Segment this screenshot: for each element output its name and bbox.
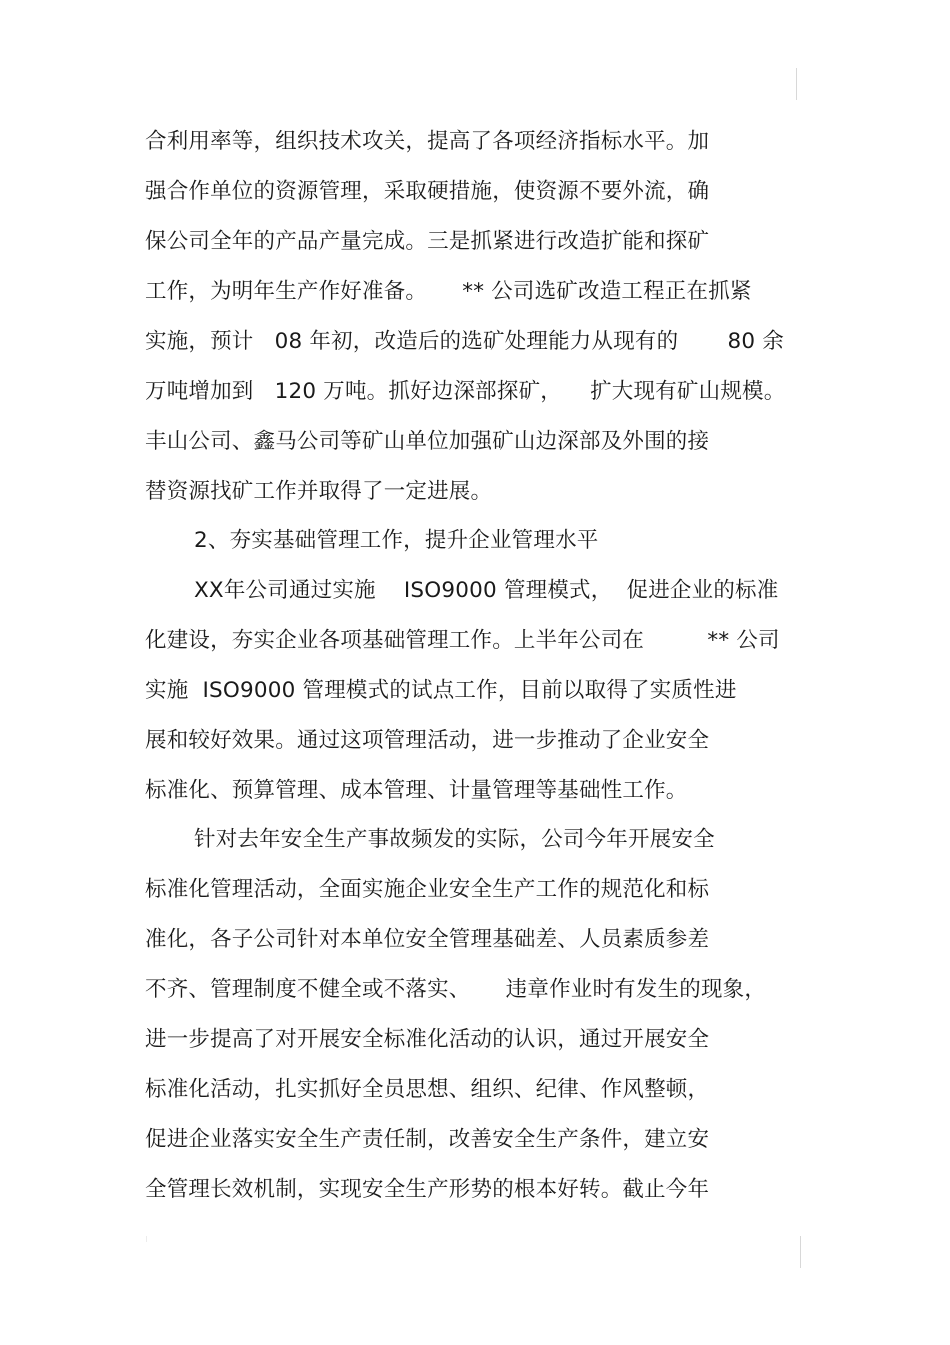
page-edge-mark <box>800 1236 801 1268</box>
paragraph-line: 工作，为明年生产作好准备。 ** 公司选矿改造工程正在抓紧 <box>145 279 752 304</box>
paragraph-line: 强合作单位的资源管理，采取硬措施，使资源不要外流，确 <box>145 179 710 204</box>
paragraph-line: 丰山公司、鑫马公司等矿山单位加强矿山边深部及外围的接 <box>145 429 710 454</box>
paragraph-line: 替资源找矿工作并取得了一定进展。 <box>145 479 493 504</box>
paragraph-line: 促进企业落实安全生产责任制，改善安全生产条件，建立安 <box>145 1127 710 1152</box>
paragraph-line: 合利用率等，组织技术攻关，提高了各项经济指标水平。加 <box>145 129 710 154</box>
paragraph-line: 进一步提高了对开展安全标准化活动的认识，通过开展安全 <box>145 1027 710 1052</box>
paragraph-line: 全管理长效机制，实现安全生产形势的根本好转。截止今年 <box>145 1177 710 1202</box>
paragraph-line: 展和较好效果。通过这项管理活动，进一步推动了企业安全 <box>145 728 710 753</box>
paragraph-line: 实施，预计 08 年初，改造后的选矿处理能力从现有的 80 余 <box>145 329 785 354</box>
paragraph-line: 标准化活动，扎实抓好全员思想、组织、纪律、作风整顿， <box>145 1077 710 1102</box>
paragraph-line: 准化，各子公司针对本单位安全管理基础差、人员素质参差 <box>145 927 710 952</box>
paragraph-line: 针对去年安全生产事故频发的实际，公司今年开展安全 <box>194 827 715 852</box>
paragraph-line: 标准化管理活动，全面实施企业安全生产工作的规范化和标 <box>145 877 710 902</box>
paragraph-line: XX年公司通过实施 ISO9000 管理模式， 促进企业的标准 <box>194 578 779 603</box>
paragraph-line: 不齐、管理制度不健全或不落实、 违章作业时有发生的现象， <box>145 977 767 1002</box>
paragraph-line: 保公司全年的产品产量完成。三是抓紧进行改造扩能和探矿 <box>145 229 710 254</box>
paragraph-line: 化建设，夯实企业各项基础管理工作。上半年公司在 ** 公司 <box>145 628 780 653</box>
paragraph-line: 标准化、预算管理、成本管理、计量管理等基础性工作。 <box>145 778 688 803</box>
section-heading: 2、夯实基础管理工作，提升企业管理水平 <box>194 528 599 553</box>
page-edge-mark <box>146 1236 147 1242</box>
paragraph-line: 万吨增加到 120 万吨。抓好边深部探矿， 扩大现有矿山规模。 <box>145 379 786 404</box>
paragraph-line: 实施 ISO9000 管理模式的试点工作，目前以取得了实质性进 <box>145 678 737 703</box>
page-edge-mark <box>796 68 797 100</box>
